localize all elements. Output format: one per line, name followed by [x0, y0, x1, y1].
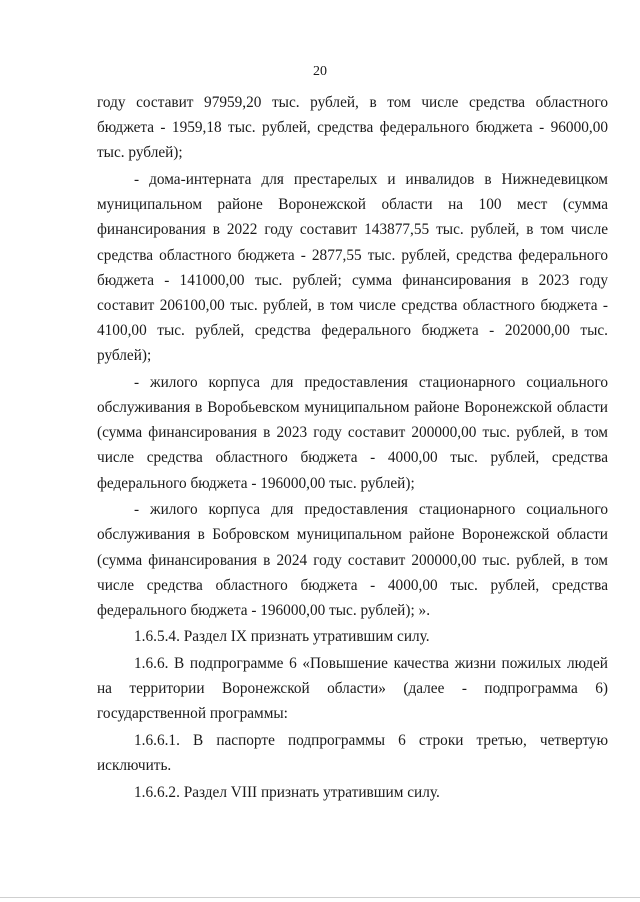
paragraph-4: - жилого корпуса для предоставления стационарного социального обслуживания в Бобровском муниципальном районе Воронежской области (сумма финансирования в 2024 году составит 200000,00 тыс. рублей, в том числе средства областного бюджета - 4000,00 тыс. рублей, средства федерального бюджета - 196000,00 тыс. рублей); ».	[97, 501, 608, 619]
paragraph-3: - жилого корпуса для предоставления стационарного социального обслуживания в Воробьевском муниципальном районе Воронежской области (сумма финансирования в 2023 году составит 200000,00 тыс. рублей, в том числе средства областного бюджета - 4000,00 тыс. рублей, средства федерального бюджета - 196000,00 тыс. рублей);	[97, 373, 608, 492]
page-number: 20	[313, 64, 327, 79]
paragraph-1: году составит 97959,20 тыс. рублей, в том числе средства областного бюджета - 1959,18 тыс. рублей, средства федерального бюджета - 96000,00 тыс. рублей);	[97, 94, 608, 162]
document-body	[97, 90, 608, 806]
paragraph-6: 1.6.6. В подпрограмме 6 «Повышение качества жизни пожилых людей на территории Воронежской области» (далее - подпрограмма 6) государственной программы:	[97, 654, 608, 723]
paragraph-5: 1.6.5.4. Раздел IX признать утратившим силу.	[134, 628, 430, 646]
paragraph-8: 1.6.6.2. Раздел VIII признать утратившим силу.	[134, 783, 440, 801]
bottom-divider	[0, 897, 640, 898]
paragraph-7: 1.6.6.1. В паспорте подпрограммы 6 строки третью, четвертую исключить.	[97, 731, 608, 775]
paragraph-2: - дома-интерната для престарелых и инвалидов в Нижнедевицком муниципальном районе Воронежской области на 100 мест (сумма финансирования в 2022 году составит 143877,55 тыс. рублей, в том числе средства областного бюджета - 2877,55 тыс. рублей, средства федерального бюджета - 141000,00 тыс. рублей; сумма финансирования в 2023 году составит 206100,00 тыс. рублей, в том числе средства областного бюджета - 4100,00 тыс. рублей, средства федерального бюджета - 202000,00 тыс. рублей);	[97, 170, 608, 365]
